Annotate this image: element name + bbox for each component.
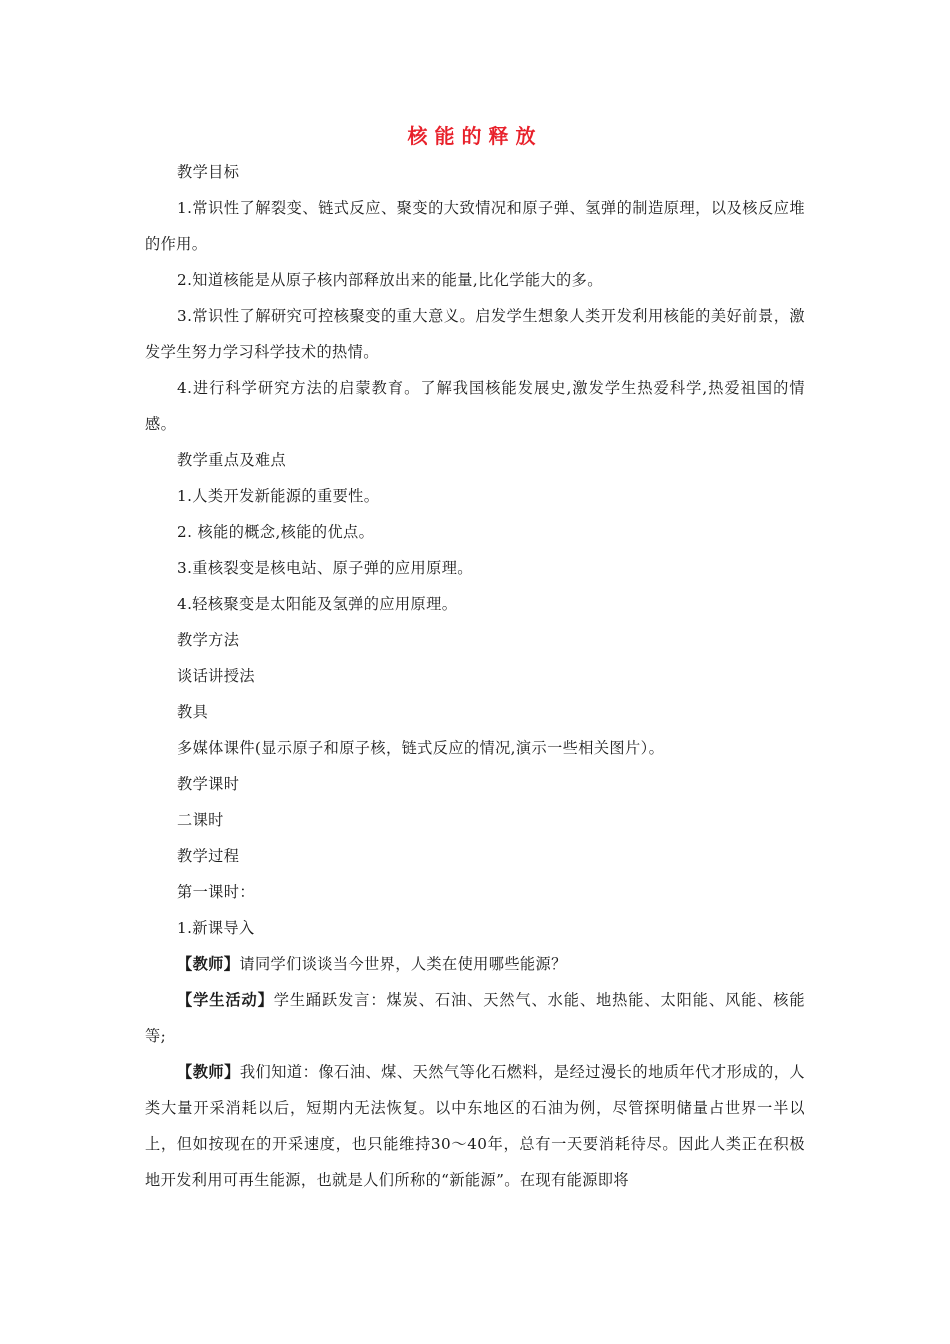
paragraph: 1.常识性了解裂变、链式反应、聚变的大致情况和原子弹、氢弹的制造原理，以及核反应堆的作用。 [145,199,805,253]
document-page [145,118,805,1198]
section-heading-key-points: 教学重点及难点 [177,451,287,469]
paragraph: 1.人类开发新能源的重要性。 [177,487,380,505]
section-heading-tools: 教具 [177,703,209,721]
dialogue-text: 学生踊跃发言：煤炭、石油、天然气、水能、地热能、太阳能、风能、核能等; [145,991,805,1045]
dialogue-paragraph [145,1054,805,1198]
speaker-label: 【学生活动】 [177,991,274,1009]
paragraph: 2. 核能的概念,核能的优点。 [177,523,375,541]
dialogue-paragraph [145,982,805,1054]
paragraph: 多媒体课件(显示原子和原子核，链式反应的情况,演示一些相关图片）。 [177,739,665,757]
paragraph: 二课时 [177,811,224,829]
dialogue-text: 我们知道：像石油、煤、天然气等化石燃料，是经过漫长的地质年代才形成的，人类大量开采消耗以后，短期内无法恢复。以中东地区的石油为例，尽管探明储量占世界一半以上，但如按现在的开采速度，也只能维持30～40年，总有一天要消耗待尽。因此人类正在积极地开发利用可再生能源，也就是人们所称的“新能源”。在现有能源即将 [145,1063,805,1189]
paragraph: 4.轻核聚变是太阳能及氢弹的应用原理。 [177,595,458,613]
section-heading-objectives: 教学目标 [177,163,240,181]
section-heading-process: 教学过程 [177,847,240,865]
paragraph: 3.重核裂变是核电站、原子弹的应用原理。 [177,559,473,577]
paragraph: 谈话讲授法 [177,667,255,685]
paragraph: 2.知道核能是从原子核内部释放出来的能量,比化学能大的多。 [177,271,603,289]
paragraph: 4.进行科学研究方法的启蒙教育。了解我国核能发展史,激发学生热爱科学,热爱祖国的情感。 [145,379,805,433]
section-heading-periods: 教学课时 [177,775,240,793]
section-heading-methods: 教学方法 [177,631,240,649]
paragraph: 1.新课导入 [177,919,255,937]
dialogue-paragraph [145,946,805,982]
document-title: 核能的释放 [407,124,543,148]
speaker-label: 【教师】 [177,1063,240,1081]
dialogue-text: 请同学们谈谈当今世界，人类在使用哪些能源？ [239,955,567,973]
paragraph: 第一课时： [177,883,255,901]
speaker-label: 【教师】 [177,955,240,973]
paragraph: 3.常识性了解研究可控核聚变的重大意义。启发学生想象人类开发利用核能的美好前景，激发学生努力学习科学技术的热情。 [145,307,805,361]
